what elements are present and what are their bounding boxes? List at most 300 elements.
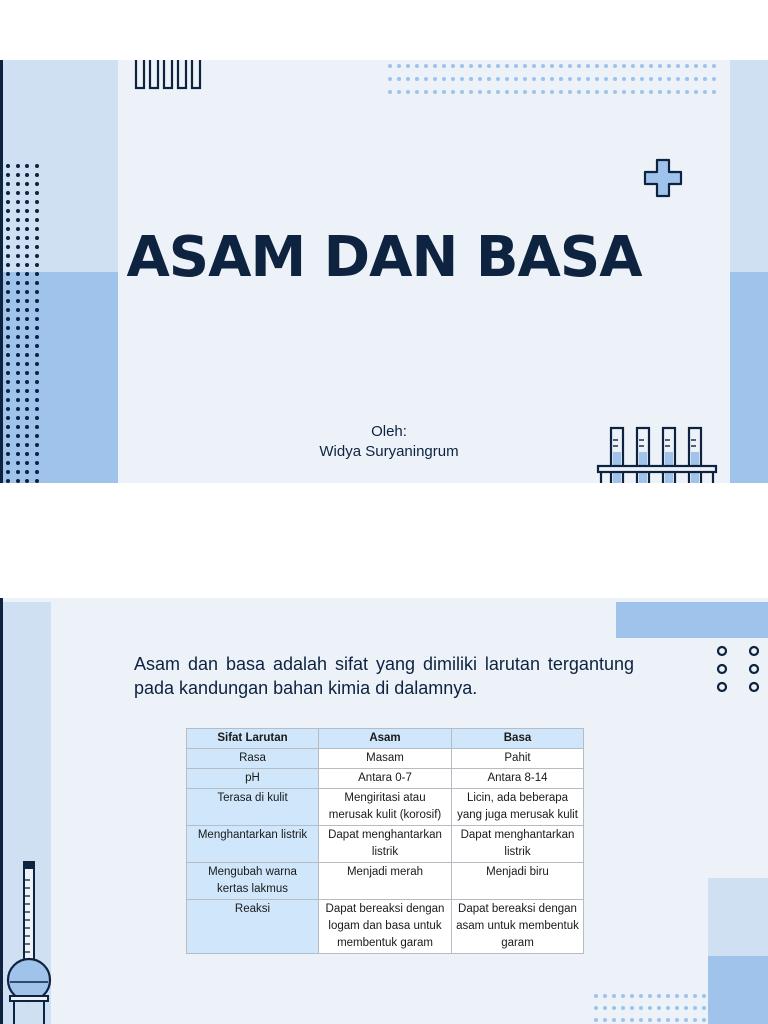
dot <box>35 416 39 420</box>
table-row <box>187 789 584 826</box>
dot <box>711 1018 715 1022</box>
dot <box>16 461 20 465</box>
dot <box>694 90 698 94</box>
dot <box>25 479 29 483</box>
dot <box>630 1006 634 1010</box>
dot <box>649 90 653 94</box>
dot <box>433 77 437 81</box>
dot <box>702 1006 706 1010</box>
dot <box>712 77 716 81</box>
dot <box>25 173 29 177</box>
dot <box>16 380 20 384</box>
title-slide <box>0 60 768 483</box>
dot <box>35 407 39 411</box>
dot <box>16 443 20 447</box>
dot <box>621 1018 625 1022</box>
dot <box>35 371 39 375</box>
dot <box>25 389 29 393</box>
dot <box>478 64 482 68</box>
content-slide <box>0 598 768 1024</box>
dot <box>35 200 39 204</box>
dot <box>469 90 473 94</box>
table-cell: Mengiritasi atau merusak kulit (korosif) <box>319 789 452 826</box>
dot <box>424 77 428 81</box>
test-tube-rack-icon <box>595 426 720 483</box>
top-right-panel <box>616 602 768 638</box>
dot <box>6 218 10 222</box>
bars-decoration <box>130 60 210 92</box>
dot <box>6 425 10 429</box>
dot <box>559 77 563 81</box>
dot <box>532 77 536 81</box>
dot <box>694 77 698 81</box>
dot <box>684 994 688 998</box>
dot <box>685 64 689 68</box>
dot <box>595 77 599 81</box>
dot <box>35 218 39 222</box>
dot <box>16 362 20 366</box>
dot <box>415 77 419 81</box>
dot <box>6 380 10 384</box>
dot <box>388 90 392 94</box>
row-header: Mengubah warna kertas lakmus <box>187 863 319 900</box>
dot <box>639 1018 643 1022</box>
dot <box>6 362 10 366</box>
dot <box>487 90 491 94</box>
dot <box>6 200 10 204</box>
dot <box>505 77 509 81</box>
dot <box>6 326 10 330</box>
dot <box>612 1018 616 1022</box>
dot <box>676 64 680 68</box>
dot <box>613 90 617 94</box>
dot <box>621 1006 625 1010</box>
row-header: pH <box>187 769 319 789</box>
dot <box>667 90 671 94</box>
dot <box>630 994 634 998</box>
dot <box>604 90 608 94</box>
table-row <box>187 749 584 769</box>
dot <box>35 317 39 321</box>
dot <box>702 1018 706 1022</box>
dot <box>25 371 29 375</box>
dot <box>16 218 20 222</box>
dot <box>16 425 20 429</box>
dot <box>25 317 29 321</box>
dot <box>433 64 437 68</box>
dot <box>658 64 662 68</box>
dot <box>559 64 563 68</box>
dot <box>6 290 10 294</box>
dot <box>595 90 599 94</box>
dot-grid-bottom <box>594 994 714 1024</box>
dot <box>6 308 10 312</box>
dot <box>397 64 401 68</box>
dot <box>685 90 689 94</box>
table-cell: Dapat menghantarkan listrik <box>452 826 584 863</box>
dot <box>640 64 644 68</box>
dot <box>577 90 581 94</box>
dot <box>388 77 392 81</box>
dot <box>6 191 10 195</box>
dot <box>6 335 10 339</box>
dot <box>594 994 598 998</box>
dot <box>460 64 464 68</box>
table-row <box>187 900 584 954</box>
dot <box>684 1018 688 1022</box>
table-cell: Dapat menghantarkan listrik <box>319 826 452 863</box>
dot <box>424 64 428 68</box>
dot <box>16 308 20 312</box>
dot <box>16 326 20 330</box>
dot <box>6 344 10 348</box>
table-cell: Dapat bereaksi dengan logam dan basa untuk membentuk garam <box>319 900 452 954</box>
dot <box>6 470 10 474</box>
dot <box>16 200 20 204</box>
dot <box>703 77 707 81</box>
dot <box>35 335 39 339</box>
dot <box>711 994 715 998</box>
dot <box>25 443 29 447</box>
dot <box>16 407 20 411</box>
dot <box>640 90 644 94</box>
dot <box>550 77 554 81</box>
table-row <box>187 769 584 789</box>
dot <box>35 299 39 303</box>
dot <box>603 1006 607 1010</box>
dot <box>676 77 680 81</box>
dot <box>35 362 39 366</box>
dot <box>550 90 554 94</box>
dot <box>693 994 697 998</box>
column-header: Sifat Larutan <box>187 729 319 749</box>
dot <box>16 164 20 168</box>
table-cell: Menjadi merah <box>319 863 452 900</box>
slide-title: ASAM DAN BASA <box>126 225 642 290</box>
dot <box>514 77 518 81</box>
dot <box>25 308 29 312</box>
dot <box>693 1018 697 1022</box>
dot <box>541 77 545 81</box>
dot <box>487 64 491 68</box>
dot <box>16 173 20 177</box>
table-cell: Pahit <box>452 749 584 769</box>
dot <box>35 326 39 330</box>
dot <box>406 64 410 68</box>
dot <box>496 90 500 94</box>
dot <box>6 209 10 213</box>
dot <box>523 90 527 94</box>
dot <box>35 470 39 474</box>
dot <box>712 64 716 68</box>
dot <box>35 434 39 438</box>
dot <box>541 90 545 94</box>
dot <box>639 1006 643 1010</box>
dot <box>6 407 10 411</box>
dot <box>612 1006 616 1010</box>
dot <box>35 380 39 384</box>
dot <box>550 64 554 68</box>
dot <box>16 389 20 393</box>
dot <box>25 191 29 195</box>
dot <box>460 77 464 81</box>
dot <box>442 77 446 81</box>
dot <box>631 90 635 94</box>
table-cell: Antara 0-7 <box>319 769 452 789</box>
dot <box>25 218 29 222</box>
dot <box>25 182 29 186</box>
dot <box>622 64 626 68</box>
dot <box>6 389 10 393</box>
dot <box>666 994 670 998</box>
dot <box>487 77 491 81</box>
dot <box>35 344 39 348</box>
dot <box>649 64 653 68</box>
dot <box>675 1018 679 1022</box>
properties-table <box>186 728 584 954</box>
column-header: Basa <box>452 729 584 749</box>
dot <box>16 209 20 213</box>
dot <box>6 371 10 375</box>
dot <box>35 398 39 402</box>
dot <box>675 1006 679 1010</box>
dot <box>451 77 455 81</box>
dot <box>16 290 20 294</box>
dot <box>586 77 590 81</box>
dot <box>648 994 652 998</box>
dot <box>35 443 39 447</box>
dot <box>658 90 662 94</box>
dot <box>16 191 20 195</box>
dot <box>703 90 707 94</box>
dot <box>25 344 29 348</box>
dot <box>25 326 29 330</box>
dot <box>712 90 716 94</box>
dot <box>478 90 482 94</box>
dot <box>25 209 29 213</box>
dot <box>25 353 29 357</box>
dot <box>6 416 10 420</box>
table-header-row <box>187 729 584 749</box>
dot-grid-top <box>388 64 718 96</box>
dot <box>559 90 563 94</box>
table-row <box>187 863 584 900</box>
dot <box>541 64 545 68</box>
dot <box>630 1018 634 1022</box>
dot <box>25 299 29 303</box>
dot <box>622 90 626 94</box>
dot <box>16 479 20 483</box>
dot <box>25 380 29 384</box>
dot <box>35 452 39 456</box>
dot <box>595 64 599 68</box>
dot <box>657 1006 661 1010</box>
dot <box>35 164 39 168</box>
dot <box>25 407 29 411</box>
dot <box>35 353 39 357</box>
dot <box>25 290 29 294</box>
dot <box>25 470 29 474</box>
dot <box>505 90 509 94</box>
dot <box>657 1018 661 1022</box>
dot <box>604 64 608 68</box>
dot <box>505 64 509 68</box>
dot <box>25 398 29 402</box>
dot <box>6 317 10 321</box>
table-cell: Menjadi biru <box>452 863 584 900</box>
dot <box>496 77 500 81</box>
dot <box>6 398 10 402</box>
intro-paragraph: Asam dan basa adalah sifat yang dimiliki larutan tergantung pada kandungan bahan kimia di dalamnya. <box>134 654 634 698</box>
dot <box>667 77 671 81</box>
dot <box>25 164 29 168</box>
dot <box>25 425 29 429</box>
dot <box>16 452 20 456</box>
dot <box>621 994 625 998</box>
row-header: Reaksi <box>187 900 319 954</box>
dot <box>35 308 39 312</box>
table-cell: Dapat bereaksi dengan asam untuk membentuk garam <box>452 900 584 954</box>
dot <box>6 443 10 447</box>
column-header: Asam <box>319 729 452 749</box>
dot <box>6 173 10 177</box>
dot <box>16 299 20 303</box>
dot <box>568 64 572 68</box>
dot <box>35 425 39 429</box>
dot <box>35 389 39 393</box>
dot <box>603 994 607 998</box>
dot <box>604 77 608 81</box>
dot <box>577 77 581 81</box>
dot <box>25 452 29 456</box>
dot <box>6 452 10 456</box>
dot-grid-left <box>6 164 41 483</box>
dot <box>594 1006 598 1010</box>
dot <box>648 1006 652 1010</box>
dot <box>16 434 20 438</box>
dot <box>684 1006 688 1010</box>
dot <box>631 77 635 81</box>
dot <box>35 479 39 483</box>
dot <box>640 77 644 81</box>
dot <box>523 77 527 81</box>
dot <box>657 994 661 998</box>
row-header: Rasa <box>187 749 319 769</box>
dot <box>424 90 428 94</box>
dot <box>612 994 616 998</box>
dot <box>649 77 653 81</box>
dot <box>675 994 679 998</box>
dot <box>6 461 10 465</box>
dot <box>631 64 635 68</box>
dot <box>442 90 446 94</box>
dot <box>16 317 20 321</box>
dot <box>711 1006 715 1010</box>
dot <box>586 64 590 68</box>
dot <box>25 434 29 438</box>
dot <box>6 164 10 168</box>
dot <box>35 182 39 186</box>
dot <box>603 1018 607 1022</box>
plus-icon <box>640 156 690 202</box>
right-panel-mid <box>730 272 768 483</box>
dot <box>568 77 572 81</box>
dot <box>666 1006 670 1010</box>
dot <box>594 1018 598 1022</box>
dot <box>25 461 29 465</box>
dot <box>16 182 20 186</box>
dot <box>25 362 29 366</box>
dot <box>16 335 20 339</box>
dot <box>388 64 392 68</box>
dot <box>685 77 689 81</box>
dot <box>622 77 626 81</box>
dot <box>514 90 518 94</box>
dot <box>25 200 29 204</box>
dot <box>25 335 29 339</box>
dot <box>16 470 20 474</box>
dot <box>6 434 10 438</box>
dot <box>667 64 671 68</box>
dot <box>586 90 590 94</box>
dot <box>415 64 419 68</box>
table-cell: Antara 8-14 <box>452 769 584 789</box>
dot <box>442 64 446 68</box>
dot <box>460 90 464 94</box>
table-cell: Licin, ada beberapa yang juga merusak kulit <box>452 789 584 826</box>
dot <box>16 398 20 402</box>
dot <box>514 64 518 68</box>
dot <box>397 77 401 81</box>
table-cell: Masam <box>319 749 452 769</box>
bottom-right-panel-light <box>708 878 768 956</box>
dot <box>568 90 572 94</box>
burette-flask-icon <box>4 860 54 1024</box>
byline-label: Oleh: <box>371 423 407 440</box>
dot <box>469 64 473 68</box>
dot <box>6 299 10 303</box>
dot <box>451 64 455 68</box>
dot <box>35 191 39 195</box>
dot <box>648 1018 652 1022</box>
dot <box>35 209 39 213</box>
dot <box>16 371 20 375</box>
dot <box>639 994 643 998</box>
table-row <box>187 826 584 863</box>
dot <box>693 1006 697 1010</box>
dot <box>406 90 410 94</box>
dot <box>532 90 536 94</box>
dot <box>694 64 698 68</box>
dot <box>702 994 706 998</box>
dot <box>415 90 419 94</box>
dot <box>658 77 662 81</box>
dot <box>25 416 29 420</box>
dot <box>703 64 707 68</box>
dot <box>496 64 500 68</box>
dot <box>577 64 581 68</box>
dot <box>676 90 680 94</box>
dot <box>6 479 10 483</box>
dot <box>469 77 473 81</box>
dot <box>16 353 20 357</box>
author-name: Widya Suryaningrum <box>319 443 459 460</box>
dot <box>35 461 39 465</box>
dot <box>16 344 20 348</box>
dot <box>6 182 10 186</box>
dot <box>35 173 39 177</box>
dot <box>6 353 10 357</box>
